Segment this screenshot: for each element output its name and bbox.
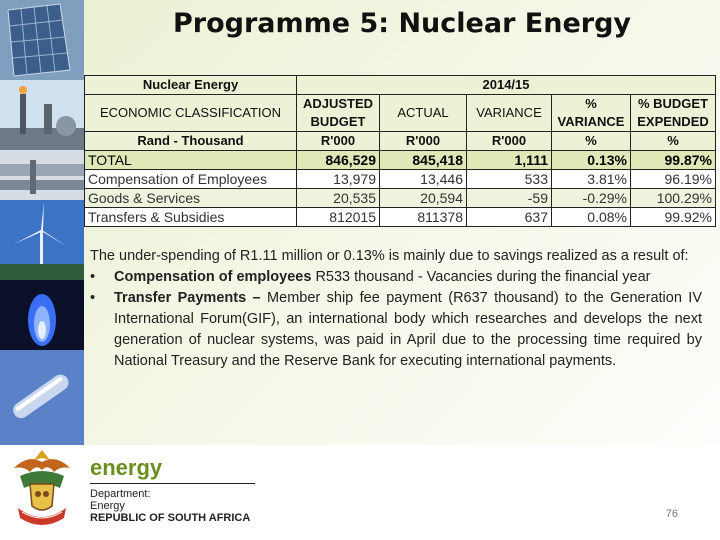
bullet-transfer-payments <box>90 288 702 372</box>
bullet-compensation <box>90 267 702 288</box>
cell-percent-variance: 3.81% <box>552 170 631 189</box>
country-name: REPUBLIC OF SOUTH AFRICA <box>90 512 251 524</box>
header-row-top <box>85 76 716 95</box>
cell-adjusted-budget: 20,535 <box>297 189 380 208</box>
unit-actual: R'000 <box>380 132 467 151</box>
unit-percent-variance: % <box>552 132 631 151</box>
bullet-icon: • <box>90 269 96 285</box>
row-label: Compensation of Employees <box>85 170 297 189</box>
cell-variance: 637 <box>467 208 552 227</box>
pipeline-image <box>0 150 84 200</box>
gas-flame-image <box>0 280 84 350</box>
cell-actual: 13,446 <box>380 170 467 189</box>
sidebar-image-strip <box>0 0 84 445</box>
budget-table <box>84 75 716 227</box>
column-header-percent-variance: % VARIANCE <box>552 95 631 132</box>
cell-actual: 845,418 <box>380 151 467 170</box>
cell-variance: 1,111 <box>467 151 552 170</box>
department-line2: Energy <box>90 500 125 512</box>
page-number: 76 <box>665 508 678 520</box>
row-label: Transfers & Subsidies <box>85 208 297 227</box>
bullet-icon: • <box>90 290 96 306</box>
column-header-adjusted-budget: ADJUSTED BUDGET <box>297 95 380 132</box>
department-line1: Department: <box>90 488 151 500</box>
cell-percent-variance: 0.13% <box>552 151 631 170</box>
year-label: 2014/15 <box>297 76 716 95</box>
column-header-actual: ACTUAL <box>380 95 467 132</box>
cell-adjusted-budget: 846,529 <box>297 151 380 170</box>
cell-variance: -59 <box>467 189 552 208</box>
row-label: TOTAL <box>85 151 297 170</box>
unit-adjusted-budget: R'000 <box>297 132 380 151</box>
refinery-image <box>0 80 84 150</box>
column-header-variance: VARIANCE <box>467 95 552 132</box>
bullet-text: R533 thousand - Vacancies during the financial year <box>315 269 651 285</box>
solar-panel-image <box>0 0 84 80</box>
cell-actual: 811378 <box>380 208 467 227</box>
cell-percent-variance: -0.29% <box>552 189 631 208</box>
cell-percent-budget-expended: 99.92% <box>631 208 716 227</box>
cell-adjusted-budget: 13,979 <box>297 170 380 189</box>
table-row <box>85 208 716 227</box>
unit-percent-budget-expended: % <box>631 132 716 151</box>
coat-of-arms-icon <box>8 448 76 530</box>
classification-label: ECONOMIC CLASSIFICATION <box>85 95 297 132</box>
cell-actual: 20,594 <box>380 189 467 208</box>
bullet-text: Member ship fee payment (R637 thousand) to the Generation IV International Forum(GIF), an international body which researches and develops the next generation of nuclear systems, was paid in April due to the processing time required by National Treasury and the Reserve Bank for executing international payments. <box>114 290 702 369</box>
cell-percent-budget-expended: 99.87% <box>631 151 716 170</box>
brand-divider <box>90 483 255 484</box>
programme-label: Nuclear Energy <box>85 76 297 95</box>
explanation-notes <box>90 246 702 372</box>
slide-title: Programme 5: Nuclear Energy <box>172 8 632 39</box>
fuel-rod-image <box>0 350 84 445</box>
unit-variance: R'000 <box>467 132 552 151</box>
cell-percent-budget-expended: 100.29% <box>631 189 716 208</box>
table-row <box>85 189 716 208</box>
column-header-percent-budget-expended: % BUDGET EXPENDED <box>631 95 716 132</box>
notes-intro: The under-spending of R1.11 million or 0.13% is mainly due to savings realized as a result of: <box>90 248 689 264</box>
cell-percent-budget-expended: 96.19% <box>631 170 716 189</box>
department-logo <box>90 455 255 524</box>
header-row-columns <box>85 95 716 132</box>
wind-turbine-image <box>0 200 84 280</box>
cell-percent-variance: 0.08% <box>552 208 631 227</box>
bullet-heading: Compensation of employees <box>114 269 312 285</box>
cell-variance: 533 <box>467 170 552 189</box>
header-row-units <box>85 132 716 151</box>
brand-name: energy <box>90 455 163 480</box>
table-row <box>85 170 716 189</box>
row-label: Goods & Services <box>85 189 297 208</box>
cell-adjusted-budget: 812015 <box>297 208 380 227</box>
bullet-heading: Transfer Payments – <box>114 290 261 306</box>
table-row-total <box>85 151 716 170</box>
unit-label: Rand - Thousand <box>85 132 297 151</box>
